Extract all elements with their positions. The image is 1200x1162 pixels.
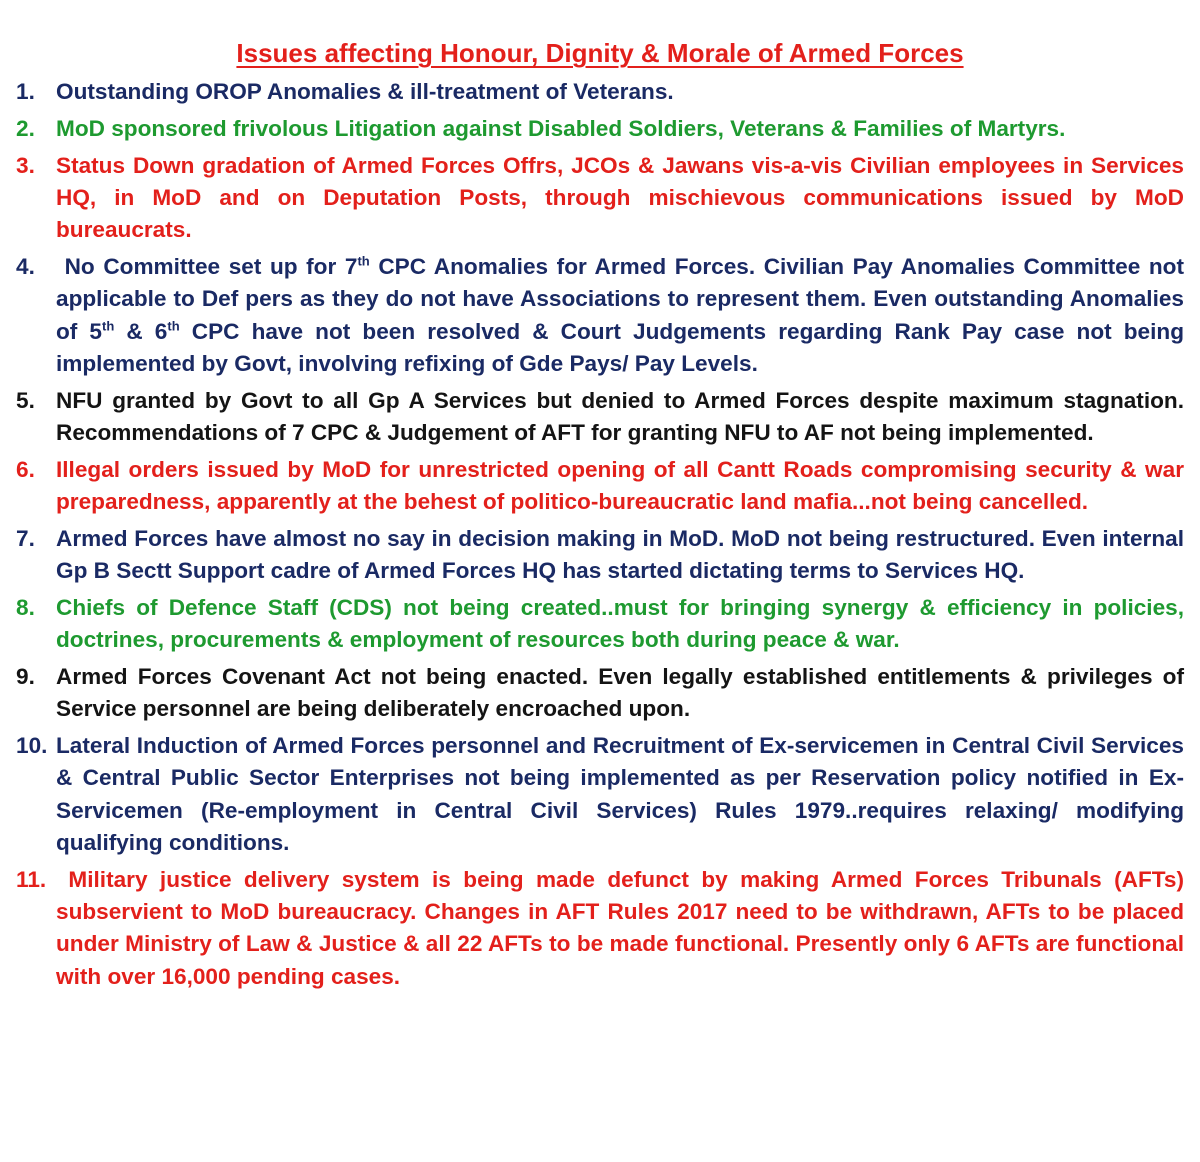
ordinal-suffix: th: [357, 253, 370, 269]
item-text-part: CPC Anomalies for Armed Forces. Civilian Pay Anomalies Committee not applicable to Def pers as they do not have Associations to represent them. Even outstanding Anomalies of 5: [56, 253, 1184, 344]
item-text-part: Military justice delivery system is being made defunct by making Armed Forces Tribunals (AFTs) subservient to MoD bureaucracy. Changes in AFT Rules 2017 need to be withdrawn, AFTs to be placed under Ministry of Law & Justice & all 22 AFTs to be made functional. Presently only 6 AFTs are functional with over 16,000 pending cases.: [56, 866, 1184, 989]
page-title: Issues affecting Honour, Dignity & Morale of Armed Forces: [236, 38, 964, 68]
item-text-part: CPC have not been resolved & Court Judgements regarding Rank Pay case not being implemented by Govt, involving refixing of Gde Pays/ Pay Levels.: [56, 318, 1185, 376]
item-number: 10.: [16, 733, 48, 759]
item-text: Lateral Induction of Armed Forces personnel and Recruitment of Ex-servicemen in Central Civil Services & Central Public Sector Enterprises not being implemented as per Reservation policy notified in Ex-Servicemen (Re-employment in Central Civil Services) Rules 1979..requires relaxing/ modifying qualifying conditions.: [56, 733, 1184, 856]
list-item: [16, 76, 1184, 108]
item-text: Chiefs of Defence Staff (CDS) not being created..must for bringing synergy & efficiency in policies, doctrines, procurements & employment of resources both during peace & war.: [56, 594, 1184, 653]
item-text: NFU granted by Govt to all Gp A Services but denied to Armed Forces despite maximum stagnation. Recommendations of 7 CPC & Judgement of AFT for granting NFU to AF not being implemented.: [56, 387, 1184, 445]
item-text: Outstanding OROP Anomalies & ill-treatment of Veterans.: [56, 79, 674, 104]
ordinal-suffix: th: [102, 318, 115, 334]
item-number: 7.: [16, 525, 35, 551]
list-item: [16, 592, 1184, 657]
item-number: 8.: [16, 594, 35, 620]
item-text: Armed Forces have almost no say in decision making in MoD. MoD not being restructured. Even internal Gp B Sectt Support cadre of Armed Forces HQ has started dictating terms to Services HQ.: [56, 525, 1184, 584]
item-text-part: & 6: [114, 318, 168, 344]
item-text: Status Down gradation of Armed Forces Offrs, JCOs & Jawans vis-a-vis Civilian employees in Services HQ, in MoD and on Deputation Posts, through mischievous communications issued by MoD bureaucrats.: [56, 152, 1184, 243]
item-number: 3.: [16, 152, 35, 178]
list-item: [16, 661, 1184, 726]
list-item: [16, 864, 1184, 993]
item-number: 2.: [16, 115, 35, 141]
issues-list: [16, 76, 1184, 993]
item-number: 6.: [16, 456, 35, 482]
list-item: [16, 523, 1184, 588]
ordinal-suffix: th: [167, 318, 180, 334]
item-text: [56, 251, 1184, 380]
item-text: Armed Forces Covenant Act not being enacted. Even legally established entitlements & privileges of Service personnel are being deliberately encroached upon.: [56, 664, 1184, 722]
item-number: 11.: [16, 866, 47, 892]
item-text-part: No Committee set up for 7: [64, 253, 358, 279]
item-number: 1.: [16, 79, 35, 104]
list-item: [16, 251, 1184, 380]
list-item: [16, 730, 1184, 859]
item-text: MoD sponsored frivolous Litigation against Disabled Soldiers, Veterans & Families of Martyrs.: [56, 115, 1066, 141]
item-number: 5.: [16, 387, 35, 413]
list-item: [16, 454, 1184, 519]
list-item: [16, 113, 1184, 145]
item-number: 9.: [16, 664, 35, 690]
list-item: [16, 150, 1184, 247]
item-number: 4.: [16, 253, 35, 279]
list-item: [16, 385, 1184, 450]
item-text: [56, 864, 1184, 993]
item-text: Illegal orders issued by MoD for unrestricted opening of all Cantt Roads compromising security & war preparedness, apparently at the behest of politico-bureaucratic land mafia...not being cancelled.: [56, 456, 1184, 515]
